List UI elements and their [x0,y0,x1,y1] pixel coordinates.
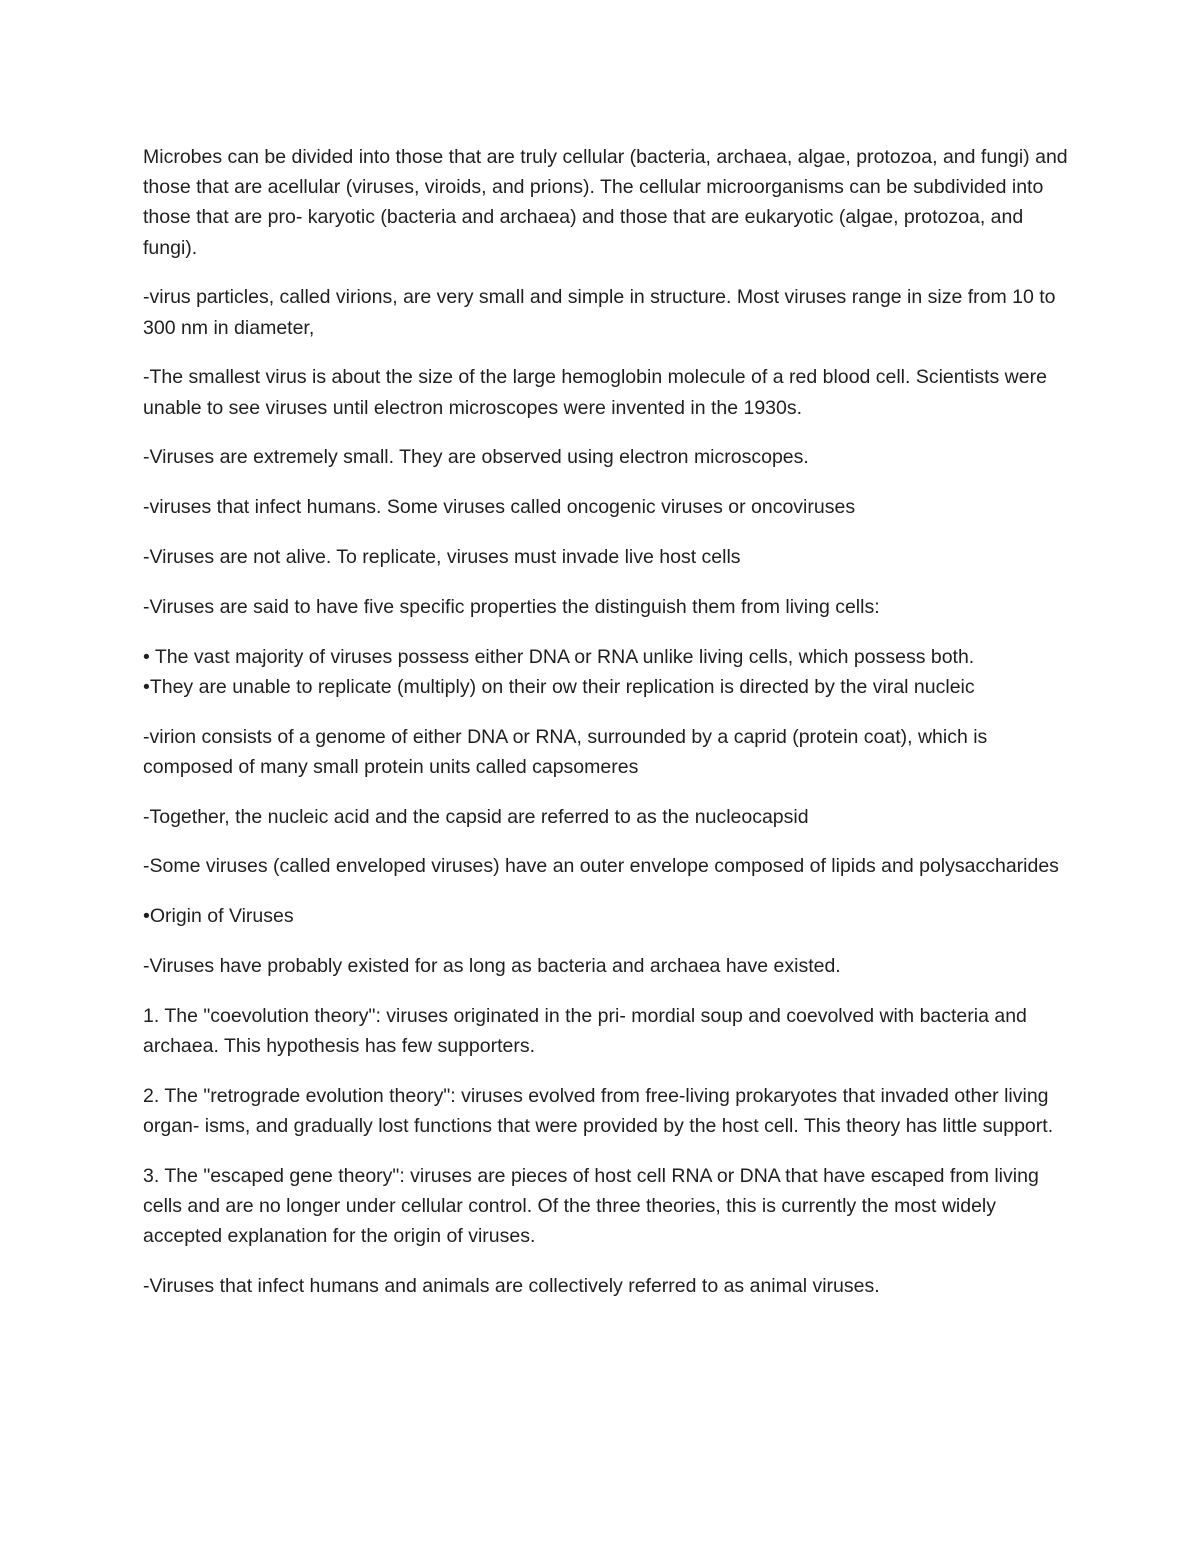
paragraph-animal-viruses: -Viruses that infect humans and animals are collectively referred to as animal viruses. [143,1274,880,1297]
document-page [143,142,1068,1321]
paragraph-nucleocapsid: -Together, the nucleic acid and the capsid are referred to as the nucleocapsid [143,805,809,828]
bullet-item-dna-or-rna: • The vast majority of viruses possess either DNA or RNA unlike living cells, which possess both. [143,645,975,668]
paragraph-retrograde-theory: 2. The "retrograde evolution theory": viruses evolved from free-living prokaryotes that invaded other living organ- isms, and gradually lost functions that were provided by the host cell. This theory has little support. [143,1084,1054,1137]
paragraph-virions-size: -virus particles, called virions, are very small and simple in structure. Most viruses range in size from 10 to 300 nm in diameter, [143,286,1056,339]
paragraph-virion-genome: -virion consists of a genome of either DNA or RNA, surrounded by a caprid (protein coat), which is composed of many small protein units called capsomeres [143,725,988,778]
paragraph-enveloped-viruses: -Some viruses (called enveloped viruses) have an outer envelope composed of lipids and polysaccharides [143,855,1059,878]
paragraph-existed-long: -Viruses have probably existed for as long as bacteria and archaea have existed. [143,954,841,977]
paragraph-five-properties: -Viruses are said to have five specific properties the distinguish them from living cells: [143,595,880,618]
paragraph-not-alive: -Viruses are not alive. To replicate, viruses must invade live host cells [143,546,741,568]
bullet-list-properties [143,642,1068,702]
paragraph-smallest-virus: -The smallest virus is about the size of the large hemoglobin molecule of a red blood cell. Scientists were unable to see viruses until electron microscopes were invented in the 1930s. [143,366,1047,419]
paragraph-escaped-gene-theory: 3. The "escaped gene theory": viruses are pieces of host cell RNA or DNA that have escaped from living cells and are no longer under cellular control. Of the three theories, this is currently the most widely accepted explanation for the origin of viruses. [143,1164,1039,1248]
bullet-item-unable-to-replicate: •They are unable to replicate (multiply) on their ow their replication is directed by the viral nucleic [143,675,975,698]
paragraph-oncoviruses: -viruses that infect humans. Some viruses called oncogenic viruses or oncoviruses [143,496,856,519]
paragraph-coevolution-theory: 1. The "coevolution theory": viruses originated in the pri- mordial soup and coevolved with bacteria and archaea. This hypothesis has few supporters. [143,1004,1027,1057]
heading-origin-of-viruses: •Origin of Viruses [143,905,294,928]
paragraph-microbes-intro: Microbes can be divided into those that are truly cellular (bacteria, archaea, algae, protozoa, and fungi) and those that are acellular (viruses, viroids, and prions). The cellular microorganisms can be subdivided into those that are pro- karyotic (bacteria and archaea) and those that are eukaryotic (algae, protozoa, and fungi). [143,146,1068,259]
paragraph-extremely-small: -Viruses are extremely small. They are observed using electron microscopes. [143,446,809,469]
